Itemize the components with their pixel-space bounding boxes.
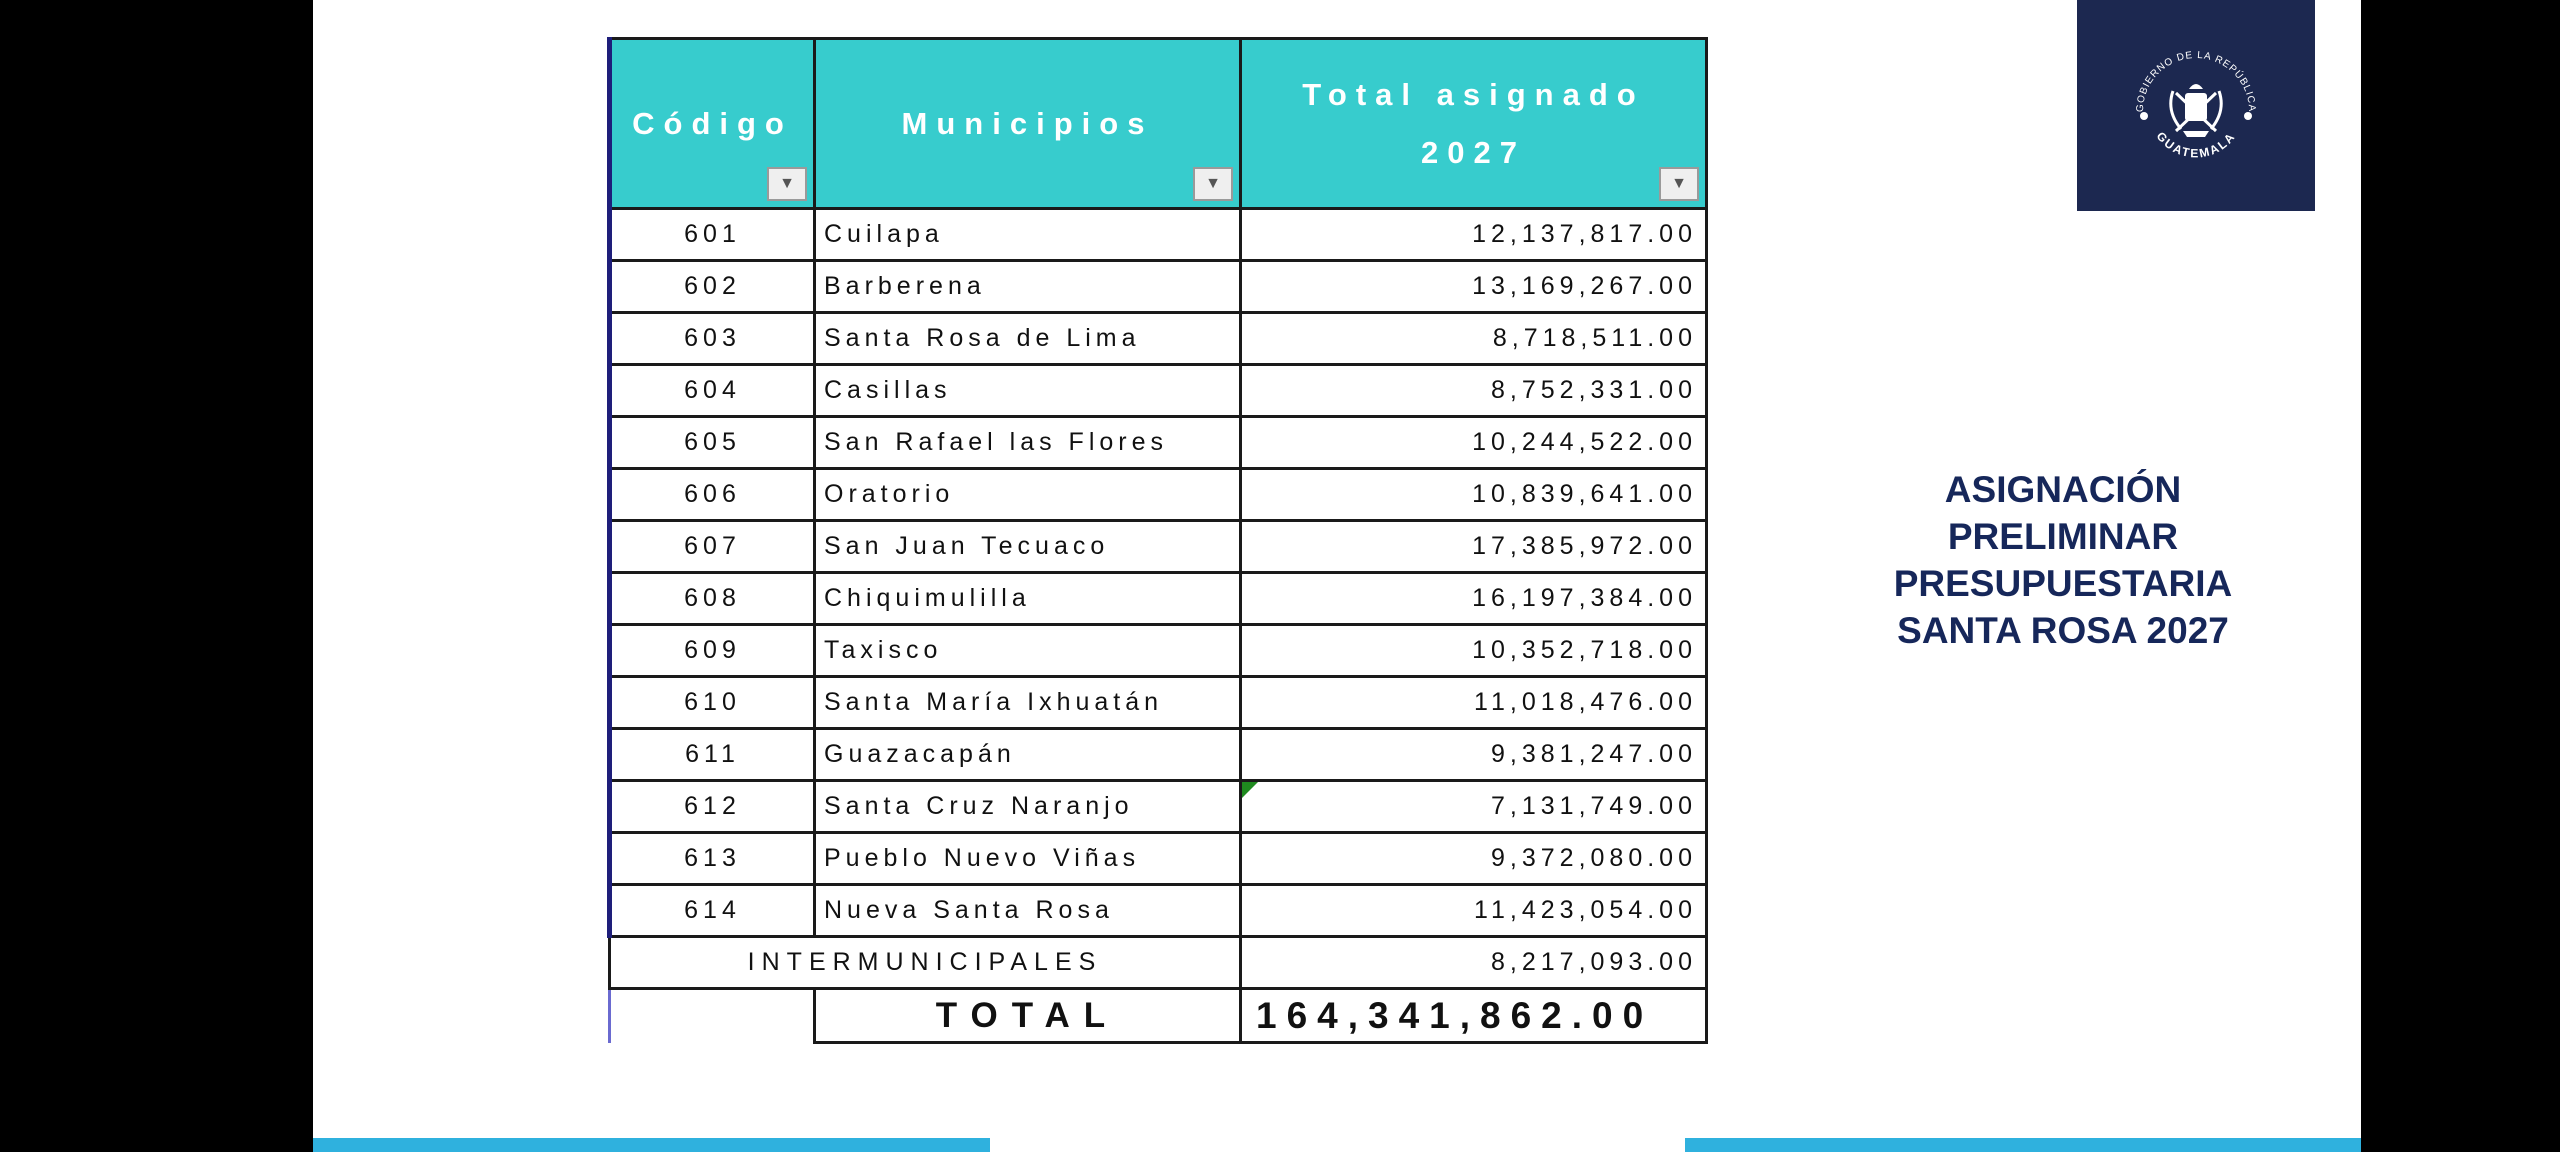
chevron-down-icon: ▼: [1671, 175, 1687, 192]
cell-comment-marker: [1242, 782, 1258, 798]
table-row: [610, 781, 1707, 833]
cell-municipality: Oratorio: [815, 469, 1241, 521]
cell-municipality: San Juan Tecuaco: [815, 521, 1241, 573]
cell-code: 609: [610, 625, 815, 677]
cell-code: 612: [610, 781, 815, 833]
cell-municipality: Cuilapa: [815, 209, 1241, 261]
chevron-down-icon: ▼: [1205, 175, 1221, 192]
filter-dropdown-code[interactable]: [767, 167, 807, 201]
cell-municipality: Casillas: [815, 365, 1241, 417]
table-row: [610, 365, 1707, 417]
table-row: [610, 677, 1707, 729]
cell-amount: 9,372,080.00: [1241, 833, 1707, 885]
title-line-1: ASIGNACIÓN: [1944, 469, 2182, 510]
cell-municipality: Santa Cruz Naranjo: [815, 781, 1241, 833]
footer-bar-left: [313, 1138, 990, 1152]
table-row: [610, 313, 1707, 365]
title-line-4: SANTA ROSA 2027: [1897, 610, 2229, 651]
cell-code: 613: [610, 833, 815, 885]
header-municipality: [815, 39, 1241, 209]
budget-table: [607, 37, 1708, 1044]
title-line-3: PRESUPUESTARIA: [1893, 563, 2233, 604]
cell-amount: 9,381,247.00: [1241, 729, 1707, 781]
cell-code: 602: [610, 261, 815, 313]
cell-amount: 10,352,718.00: [1241, 625, 1707, 677]
total-label: TOTAL: [815, 989, 1241, 1043]
cell-code: 608: [610, 573, 815, 625]
filter-dropdown-municipality[interactable]: [1193, 167, 1233, 201]
table-row: [610, 729, 1707, 781]
cell-code: 605: [610, 417, 815, 469]
cell-amount: 17,385,972.00: [1241, 521, 1707, 573]
slide: [313, 0, 2361, 1152]
page-title: [1848, 466, 2278, 654]
total-amount: 164,341,862.00: [1241, 989, 1707, 1043]
total-blank-cell: [610, 989, 815, 1043]
cell-municipality: Barberena: [815, 261, 1241, 313]
title-line-2: PRELIMINAR: [1947, 516, 2179, 557]
cell-amount: 11,423,054.00: [1241, 885, 1707, 937]
table-row: [610, 417, 1707, 469]
cell-municipality: Santa María Ixhuatán: [815, 677, 1241, 729]
cell-code: 601: [610, 209, 815, 261]
cell-municipality: San Rafael las Flores: [815, 417, 1241, 469]
cell-amount: [1241, 781, 1707, 833]
table-row: [610, 521, 1707, 573]
header-total-line2: 2027: [1421, 134, 1526, 170]
header-code: [610, 39, 815, 209]
cell-amount: 16,197,384.00: [1241, 573, 1707, 625]
cell-amount: 10,839,641.00: [1241, 469, 1707, 521]
cell-code: 603: [610, 313, 815, 365]
cell-municipality: Santa Rosa de Lima: [815, 313, 1241, 365]
header-total-line1: Total asignado: [1302, 76, 1645, 112]
table-row: [610, 625, 1707, 677]
seal-emblem-icon: [2121, 31, 2271, 181]
seal-bottom-text: GUATEMALA: [2153, 128, 2239, 160]
cell-code: 604: [610, 365, 815, 417]
cell-code: 606: [610, 469, 815, 521]
cell-code: 610: [610, 677, 815, 729]
cell-amount: 11,018,476.00: [1241, 677, 1707, 729]
cell-amount: 8,718,511.00: [1241, 313, 1707, 365]
table-row: [610, 573, 1707, 625]
footer-bar-right: [1685, 1138, 2361, 1152]
intermunicipal-row: [610, 937, 1707, 989]
intermunicipal-label: INTERMUNICIPALES: [610, 937, 1241, 989]
header-total: [1241, 39, 1707, 209]
chevron-down-icon: ▼: [779, 175, 795, 192]
cell-code: 607: [610, 521, 815, 573]
total-row: [610, 989, 1707, 1043]
cell-amount: 10,244,522.00: [1241, 417, 1707, 469]
cell-amount: 12,137,817.00: [1241, 209, 1707, 261]
table-row: [610, 885, 1707, 937]
cell-amount-text: 7,131,749.00: [1491, 792, 1697, 820]
cell-municipality: Pueblo Nuevo Viñas: [815, 833, 1241, 885]
cell-amount: 13,169,267.00: [1241, 261, 1707, 313]
cell-amount: 8,752,331.00: [1241, 365, 1707, 417]
intermunicipal-amount: 8,217,093.00: [1241, 937, 1707, 989]
cell-code: 611: [610, 729, 815, 781]
filter-dropdown-total[interactable]: [1659, 167, 1699, 201]
cell-municipality: Nueva Santa Rosa: [815, 885, 1241, 937]
table-row: [610, 469, 1707, 521]
header-code-label: Código: [632, 105, 793, 141]
cell-municipality: Guazacapán: [815, 729, 1241, 781]
cell-municipality: Chiquimulilla: [815, 573, 1241, 625]
cell-municipality: Taxisco: [815, 625, 1241, 677]
seal-top-text: GOBIERNO DE LA REPÚBLICA: [2134, 49, 2258, 112]
table-row: [610, 209, 1707, 261]
table-row: [610, 261, 1707, 313]
government-seal: [2077, 0, 2315, 211]
header-municipality-label: Municipios: [901, 105, 1154, 141]
cell-code: 614: [610, 885, 815, 937]
table-row: [610, 833, 1707, 885]
